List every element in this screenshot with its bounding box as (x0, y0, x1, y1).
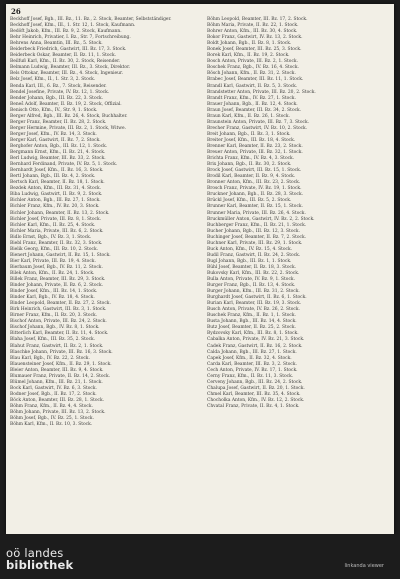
directory-entry: Berghofer Anton, Bgb., III. Bz. 12, 1. Stock. (10, 143, 108, 149)
directory-entry: Beckhoff Josef, Bgb., III. Bz., 11. Bz., 2. Stock, Beamter, Selbstständiger. (10, 17, 172, 22)
directory-entry: Brock Josef, Gastwirt, III. Bz. 15, 1. Stock. (207, 168, 302, 174)
directory-entry: Bock Karl, Gastwirt, IV. Bz. 6, 3. Stock. (10, 385, 97, 391)
directory-entry: Bucher Johann, Bgb., III. Bz. 12, 3. Stock. (207, 228, 300, 234)
directory-entry: Boschek Franz, Bgb., IV. Bz. 16, 4. Stock. (207, 65, 299, 71)
directory-entry: Blaschke Johann, Private, III. Bz. 16, 3. Stock. (10, 349, 113, 355)
directory-entry: Bühl Josef, Beamter, II. Bz. 18, 3. Stock. (207, 264, 297, 270)
directory-entry: Bydzovsky Karl, Kfm., III. Bz. 8, 1. Stock. (207, 331, 299, 337)
directory-entry: Blauensteiner Josef, Kfm., II. Bz. 29, 1. Stock. (10, 361, 112, 367)
logo-text-line2: bibliothek (6, 558, 74, 572)
directory-entry: Calda Johann, Bgb., III. Bz. 27, 1. Stock. (207, 349, 297, 355)
directory-entry: Bertl Johann, Bgb., III. Bz. 4, 2. Stock. (10, 174, 96, 180)
directory-entry: Cerveny Johann, Bgb., III. Bz. 24, 2. Stock. (207, 379, 303, 385)
directory-entry: Böhm Karl, Kfm., II. Bz. 10, 3. Stock. (10, 422, 93, 428)
directory-entry: Bischof Johann, Bgb., IV. Bz. 8, 1. Stock. (10, 325, 100, 331)
directory-entry: Bielik Georg, Kfm., III. Bz. 10, 2. Stock. (10, 246, 99, 252)
directory-entry: Beiderbeck Friedrich, Gastwirt, III. Bz. 17, 3. Stock. (10, 47, 127, 53)
directory-entry: Bosch Anton, Private, III. Bz. 2, 1. Stock. (207, 59, 298, 65)
directory-entry: Bleier Anton, Beamter, III. Bz. 9, 4. Stock. (10, 367, 104, 373)
directory-entry: Braunstein Anton, Private, III. Bz. 7, 3. Stock. (207, 119, 310, 125)
directory-entry: Brodil Karl, Beamter, II. Bz. 9, 4. Stock. (207, 174, 296, 180)
directory-entry: Blau Karl, Bgb., IV. Bz. 22, 2. Stock. (10, 355, 90, 361)
directory-entry: Böhm Josef, Bgb., IV. Bz. 25, 1. Stock. (10, 416, 94, 422)
directory-entry: Beiderbeck Oskar, Beamter, II. Bz. 11, 1. Stock. (10, 53, 117, 59)
directory-entry: Brandl Karl, Gastwirt, II. Bz. 5, 3. Stock. (207, 83, 298, 89)
directory-entry: Busch Anton, Private, IV. Bz. 26, 2. Stock. (207, 307, 300, 313)
directory-entry: Bugl Johann, Bgb., III. Bz. 1, 1. Stock. (207, 258, 292, 264)
directory-entry: Bierbaum Josef, Bgb., IV. Bz. 11, 2. Stock. (10, 264, 103, 270)
directory-entry: Buchberger Franz, Kfm., II. Bz. 21, 1. Stock. (207, 222, 307, 228)
directory-entry: Böhm Maria, Private, II. Bz. 22, 1. Stock. (207, 23, 299, 29)
directory-entry: Bichler Johann, Beamter, II. Bz. 13, 2. Stock. (10, 210, 110, 216)
directory-entry: Bichler Karl, Kfm., II. Bz. 25, 4. Stock. (10, 222, 96, 228)
directory-entry: Braun Josef, Beamter, III. Bz. 34, 2. Stock. (207, 107, 302, 113)
directory-entry: Belmann Ludwig, Beamter, III. Bz., 3. Stock, Direktor. (10, 65, 131, 71)
directory-entry: Brückl Josef, Kfm., III. Bz. 5, 2. Stock. (207, 198, 292, 204)
directory-entry: Bender Johann, Bgb., III. Bz. 22, 3. Stock. (10, 95, 104, 101)
directory-entry: Burger Johann, Kfm., III. Bz. 31, 2. Stock. (207, 289, 300, 295)
directory-entry: Bertsch Karl, Beamter, II. Bz. 18, 1. Stock. (10, 180, 105, 186)
directory-entry: Beckhoff Josef, Kfm., III., 1. Str. 12, 1. Stock, Kaufmann. (10, 23, 136, 29)
directory-entry: Biba Ludwig, Gastwirt, II. Bz. 9, 2. Stock. (10, 192, 103, 198)
directory-entry: Bels Ottokar, Beamter, III. Bz., 4. Stock, Ingenieur. (10, 71, 123, 77)
logo-text-line1: oö landes (6, 546, 64, 560)
directory-entry: Bronner Anton, Kfm., III. Bz. 23, 2. Stock. (207, 180, 301, 186)
directory-entry: Bichler Anton, Bgb., III. Bz. 27, 1. Stock. (10, 198, 101, 204)
directory-entry: Brecher Franz, Gastwirt, IV. Bz. 10, 2. Stock. (207, 125, 308, 131)
directory-entry: Butz Josef, Beamter, II. Bz. 25, 2. Stock. (207, 325, 296, 331)
directory-entry: Bohrer Anton, Kfm., III. Bz. 30, 4. Stock. (207, 29, 298, 35)
directory-entry: Bernhardt Josef, Kfm., II. Bz. 16, 3. Stock. (10, 168, 104, 174)
directory-entry: Birk Heinrich, Gastwirt, III. Bz. 3, 1. Stock. (10, 307, 107, 313)
directory-entry: Chmel Karl, Beamter, III. Bz. 35, 4. Stock. (207, 391, 301, 397)
directory-entry: Carda Karl, Beamter, III. Bz. 3, 2. Stock. (207, 361, 297, 367)
directory-entry: Cabalka Anton, Private, IV. Bz. 21, 3. Stock. (207, 337, 305, 343)
directory-entry: Borek Karl, Kfm., II. Bz. 19, 2. Stock. (207, 53, 290, 59)
directory-entry: Bischof Anton, Private, III. Bz. 24, 2. Stock. (10, 319, 107, 325)
directory-entry: Brix Johann, Bgb., II. Bz. 30, 2. Stock. (207, 162, 292, 168)
directory-entry: Chvatal Franz, Private, II. Bz. 4, 1. Stock. (207, 404, 300, 409)
directory-entry: Capek Josef, Kfm., II. Bz. 32, 4. Stock. (207, 355, 292, 361)
directory-entry: Blumauer Franz, Private, II. Bz. 14, 2. Stock. (10, 373, 111, 379)
directory-entry: Brabec Josef, Beamter, III. Bz. 11, 1. Stock. (207, 77, 304, 83)
scanned-page (6, 4, 394, 534)
directory-entry: Blümel Johann, Kfm., III. Bz. 21, 1. Stock. (10, 379, 103, 385)
directory-entry: Belz Josef, Kfm., II., 1. Str. 3, 2. Stock. (10, 77, 96, 83)
directory-entry: Benda Karl, III., 6. Bz., 7. Stock, Reisender. (10, 83, 107, 89)
directory-entry: Burian Karl, Beamter, III. Bz. 19, 3. Stock. (207, 301, 302, 307)
directory-entry: Bidlo Ernst, Bgb., IV. Bz. 3, 1. Stock. (10, 234, 92, 240)
directory-entry: Brauer Johann, Bgb., II. Bz. 12, 4. Stock. (207, 101, 298, 107)
directory-entry: Binder Josef, Kfm., III. Bz. 14, 1. Stock. (10, 289, 98, 295)
directory-entry: Bitterlich Karl, Beamter, II. Bz. 11, 4. Stock. (10, 331, 109, 337)
directory-entry: Brandt Franz, Kfm., IV. Bz. 27, 1. Stock. (207, 95, 296, 101)
directory-entry: Breiter Josef, Kfm., III. Bz. 18, 4. Stock. (207, 137, 296, 143)
directory-entry: Brenner Karl, Beamter, II. Bz. 23, 2. Stock. (207, 143, 303, 149)
directory-entry: Binder Karl, Bgb., IV. Bz. 18, 4. Stock. (10, 295, 95, 301)
directory-entry: Beneš Adolf, Beamter, II. Bz. 19, 2. Stock, Offizial. (10, 101, 122, 107)
directory-entry: Bedöft Jakob, Kfm., III. Bz. 9, 2. Stock, Kaufmann. (10, 29, 122, 35)
directory-entry: Bichler Franz, Kfm., IV. Bz. 20, 3. Stock. (10, 204, 100, 210)
directory-entry: Cadek Franz, Gastwirt, II. Bz. 16, 2. Stock. (207, 343, 303, 349)
directory-entry: Buck Anton, Kfm., IV. Bz. 15, 4. Stock. (207, 246, 293, 252)
directory-entry: Bokor Franz, Gastwirt, IV. Bz. 13, 2. Stock. (207, 35, 303, 41)
directory-entry: Böck Anton, Beamter, III. Bz. 28, 1. Stock. (10, 397, 105, 403)
directory-entry: Bichler Josef, Private, III. Bz. 8, 1. Stock. (10, 216, 102, 222)
directory-entry: Buchner Karl, Private, III. Bz. 29, 1. Stock. (207, 240, 303, 246)
directory-entry: Braun Karl, Kfm., II. Bz. 26, 1. Stock. (207, 113, 290, 119)
directory-entry: Bulla Anton, Private, IV. Bz. 9, 1. Stock. (207, 277, 295, 283)
directory-entry: Bichler Maria, Private, III. Bz. 6, 2. Stock. (10, 228, 104, 234)
directory-entry: Billek Franz, Beamter, III. Bz. 29, 3. Stock. (10, 277, 106, 283)
directory-entry: Birner Franz, Kfm., II. Bz. 20, 3. Stock. (10, 313, 98, 319)
directory-entry: Chalupa Josef, Gastwirt, II. Bz. 20, 1. Stock. (207, 385, 305, 391)
directory-entry: Behrens Anna, Beamtin, III. Bz., 5. Stock. (10, 41, 103, 47)
directory-entry: Binder Johann, Private, II. Bz. 6, 2. Stock. (10, 283, 104, 289)
directory-entry: Brunner Karl, Beamter, II. Bz. 15, 1. Stock. (207, 204, 303, 210)
left-column (10, 17, 194, 428)
directory-entry: Breuer Anton, Private, III. Bz. 32, 1. Stock. (207, 150, 303, 156)
directory-entry: Berger Karl, Gastwirt, II. Bz. 7, 2. Stock. (10, 137, 101, 143)
directory-entry: Chocholka Anton, Kfm., IV. Bz. 12, 2. Stock. (207, 397, 305, 403)
directory-entry: Bilek Anton, Kfm., II. Bz. 24, 1. Stock. (10, 270, 95, 276)
directory-entry: Berl Ludwig, Beamter, III. Bz. 33, 2. Stock. (10, 156, 106, 162)
directory-entry: Bezdek Anton, Kfm., III. Bz. 31, 4. Stock. (10, 186, 102, 192)
directory-entry: Behr Heinrich, Privatier, I. Bz., Str. 7, Fortschreibung. (10, 35, 131, 41)
directory-entry: Berger Josef, Kfm., IV. Bz. 14, 3. Stock. (10, 131, 97, 137)
directory-entry: Biebl Franz, Beamter, II. Bz. 32, 3. Stock. (10, 240, 103, 246)
directory-entry: Böhm Johann, Private, III. Bz. 13, 2. Stock. (10, 410, 106, 416)
directory-entry: Blaha Josef, Kfm., III. Bz. 35, 2. Stock. (10, 337, 96, 343)
directory-entry: Bodner Josef, Bgb., II. Bz. 17, 2. Stock. (10, 391, 97, 397)
directory-entry: Brandstetter Anton, Private, III. Bz. 20, 2. Stock. (207, 89, 316, 95)
directory-entry: Bösch Johann, Kfm., II. Bz. 31, 2. Stock. (207, 71, 296, 77)
directory-entry: Benisch Otto, Kfm., IV., Str. 9, 1. Stock. (10, 107, 98, 113)
directory-entry: Buchinger Josef, Beamter, II. Bz. 7, 2. Stock. (207, 234, 307, 240)
page-number: 26 (11, 7, 21, 16)
directory-entry: Budil Franz, Gastwirt, II. Bz. 24, 2. Stock. (207, 252, 301, 258)
directory-entry: Boldt Johann, Bgb., II. Bz. 8, 1. Stock. (207, 41, 292, 47)
directory-entry: Bukovsky Karl, Kfm., III. Bz. 22, 2. Stock. (207, 270, 300, 276)
directory-entry: Bendel Josefine, Private, IV. Bz. 12, 1. Stock. (10, 89, 110, 95)
directory-entry: Böhm Leopold, Beamter, III. Bz. 17, 2. Stock. (207, 17, 308, 22)
viewer-label: linkanda viewer (344, 563, 384, 569)
directory-entry: Blahut Franz, Gastwirt, II. Bz. 2, 1. Stock. (10, 343, 104, 349)
directory-entry: Bonek Josef, Beamter, III. Bz. 25, 3. Stock. (207, 47, 302, 53)
directory-entry: Bergmann Ernst, Kfm., II. Bz. 21, 4. Stock. (10, 150, 106, 156)
directory-entry: Buschek Franz, Kfm., II. Bz. 1, 1. Stock. (207, 313, 296, 319)
directory-entry: Busta Johann, Bgb., III. Bz. 14, 4. Stock. (207, 319, 297, 325)
directory-entry: Berger Franz, Beamter, II. Bz. 28, 2. Stock. (10, 119, 107, 125)
directory-entry: Bruckmüller Anton, Gastwirt, IV. Bz. 2, 2. Stock. (207, 216, 315, 222)
library-logo (6, 547, 73, 571)
directory-entry: Bernhard Ferdinand, Private, IV. Bz. 5, 1. Stock. (10, 162, 118, 168)
directory-entry: Brunner Maria, Private, III. Bz. 26, 4. Stock. (207, 210, 306, 216)
directory-entry: Bruckner Johann, Bgb., II. Bz. 28, 3. Stock. (207, 192, 304, 198)
directory-entry: Brosch Franz, Private, IV. Bz. 19, 1. Stock. (207, 186, 302, 192)
directory-entry: Bienert Johann, Gastwirt, II. Bz. 15, 1. Stock. (10, 252, 111, 258)
directory-entry: Böhm Franz, Kfm., II. Bz. 4, 4. Stock. (10, 404, 93, 409)
directory-entry: Binder Leopold, Beamter, II. Bz. 27, 2. Stock. (10, 301, 111, 307)
directory-entry: Cerny Franz, Kfm., II. Bz. 11, 3. Stock. (207, 373, 294, 379)
directory-entry: Brichta Franz, Kfm., IV. Bz. 4, 3. Stock. (207, 156, 295, 162)
directory-entry: Burger Franz, Bgb., II. Bz. 13, 4. Stock. (207, 283, 296, 289)
directory-entry: Cech Anton, Private, IV. Bz. 17, 1. Stock. (207, 367, 298, 373)
directory-entry: Berger Hermine, Private, III. Bz. 2, 1. Stock, Witwe. (10, 125, 127, 131)
directory-entry: Beilfuß Karl, Kfm., II. Bz. 30, 2. Stock, Reisender. (10, 59, 121, 65)
right-column (207, 17, 391, 410)
directory-entry: Breit Johann, Bgb., II. Bz. 3, 1. Stock. (207, 131, 291, 137)
directory-entry: Berger Alfred, Bgb., III. Bz. 26, 4. Stock, Buchhalter. (10, 113, 128, 119)
directory-entry: Burghardt Josef, Gastwirt, II. Bz. 6, 1. Stock. (207, 295, 307, 301)
directory-entry: Bier Karl, Private, III. Bz. 19, 4. Stock. (10, 258, 96, 264)
